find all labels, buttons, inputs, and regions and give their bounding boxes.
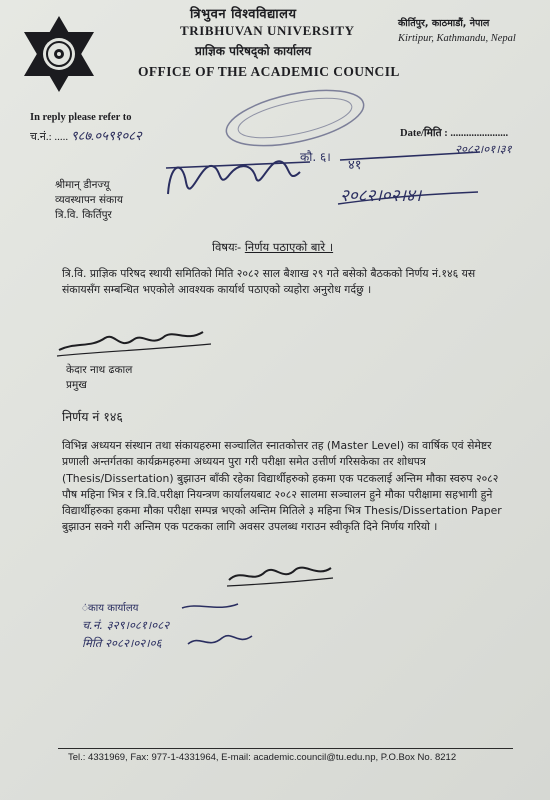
signatory-name: केदार नाथ ढकाल [66,364,133,376]
dispatch-initials-icon [178,598,258,658]
university-name-en: TRIBHUVAN UNIVERSITY [180,23,355,38]
office-name-np: प्राज्ञिक परिषद्को कार्यालय [195,44,312,58]
dispatch-line-1: ंकाय कार्यालय [82,603,139,614]
subject-label: विषयः- [212,240,242,254]
handwritten-date: २०८२।०२।४। [340,186,422,206]
address-en: Kirtipur, Kathmandu, Nepal [398,33,516,44]
university-name-np: त्रिभुवन विश्वविद्यालय [190,7,297,22]
reference-value: ९८७.०५९१०८२ [70,128,142,143]
decision-title: निर्णय नं १४६ [62,409,123,424]
subject-line [212,240,333,255]
decision-text: विभिन्न अध्ययन संस्थान तथा संकायहरुमा सञ्चालित स्नातकोत्तर तह (Master Level) का वार्षिक एवं सेमेष्टर प्रणाली अन्तर्गतका कार्यक्रमहरुमा अध्ययन पुरा गरी परीक्षा समेत उत्तीर्ण गरिसकेका तर शोधपत्र (Thesis/Dissertation) बुझाउन बाँकी रहेका विद्यार्थीहरुको हकमा एक पटकलाई अन्तिम मौका स्वरुप २०८२ पौष महिना भित्र र त्रि.वि.परीक्षा नियन्त्रण कार्यालयबाट २०८२ सालमा सञ्चालन हुने मौका परीक्षामा सहभागी हुने विद्यार्थीहरुका हकमा मौका परीक्षा सम्पन्न भएको अन्तिम मितिले ३ महिना भित्र Thesis/Dissertation Paper बुझाउन सक्ने गरी अन्तिम एक पटकका लागि अवसर उपलब्ध गराउन स्वीकृति दिने निर्णय गरियो । [62,439,502,534]
decision-signature-icon [225,558,335,592]
date-value: २०८२।०१।३१ [455,142,512,156]
reference-number: च.नं.: ..... ९८७.०५९१०८२ [30,128,142,143]
address-np: कीर्तिपुर, काठमाडौं, नेपाल [398,18,490,29]
date-label: Date/मिति : ...................... [400,128,509,139]
recipient-line-1: श्रीमान् डीनज्यू [55,179,110,191]
subject-text: निर्णय पठाएको बारे । [244,240,334,254]
recipient-line-2: व्यवस्थापन संकाय [55,194,123,206]
signatory-role: प्रमुख [66,379,87,391]
signature-icon [55,322,215,362]
footer-contact: Tel.: 4331969, Fax: 977-1-4331964, E-mail: academic.council@tu.edu.np, P.O.Box No. 8212 [68,752,457,763]
dispatch-line-2: च.नं. ३२९।०८१।०८२ [82,618,170,632]
dispatch-line-3: मिति २०८२।०२।०६ [82,636,162,650]
footer-divider [58,748,513,749]
handwritten-note: कौ. ६। [300,150,331,164]
office-name-en: OFFICE OF THE ACADEMIC COUNCIL [138,64,400,79]
recipient-line-3: त्रि.वि. किर्तिपुर [55,209,112,221]
handwritten-number: ४१ [348,158,362,173]
tribhuvan-university-logo-icon [22,14,96,94]
reference-label: च.नं.: [30,131,52,143]
reply-label: In reply please refer to [30,112,132,123]
body-paragraph: त्रि.वि. प्राज्ञिक परिषद स्थायी समितिको मिति २०८२ साल बैशाख २९ गते बसेको बैठकको निर्णय नं.१४६ यस संकायसँग सम्बन्धित भएकोले आवश्यक कार्यार्थ पठाएको व्यहोरा अनुरोध गर्दछु । [62,267,476,297]
